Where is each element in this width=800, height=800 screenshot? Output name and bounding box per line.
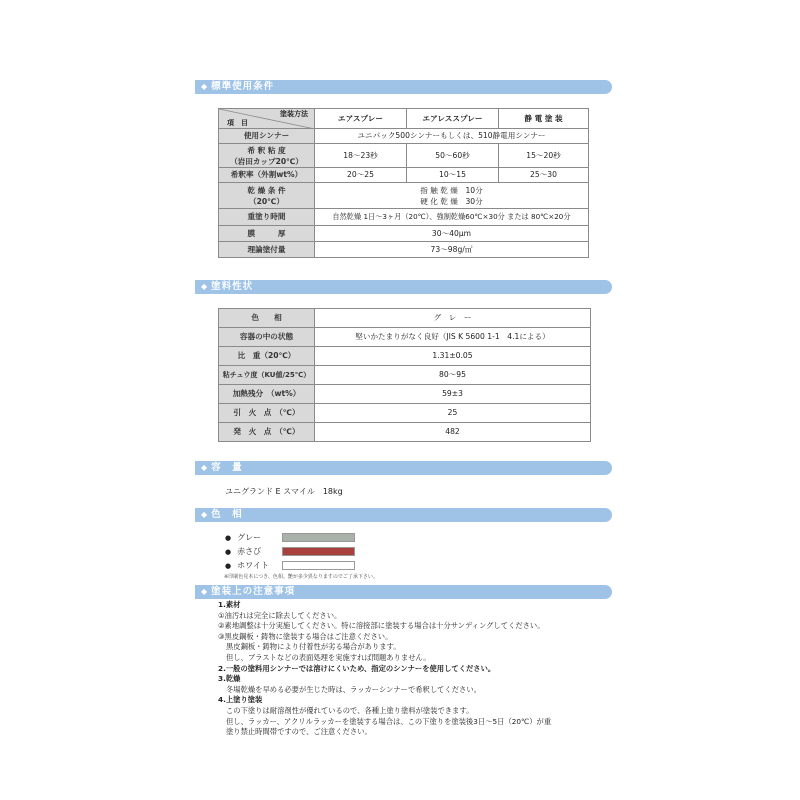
table-row (219, 183, 589, 209)
color-note: ※印刷色見本につき、色相、艶が多少異なりますのでご了承下さい。 (224, 574, 378, 580)
dilution-air: 20〜25 (315, 168, 407, 183)
standard-conditions-table (218, 108, 589, 258)
nonvolatile-value: 59±3 (315, 385, 591, 404)
dilution-electrostatic: 25〜30 (499, 168, 589, 183)
table-row (219, 168, 589, 183)
table-row (219, 129, 589, 144)
swatch-red-rust (282, 547, 355, 556)
swatch-white (282, 561, 355, 570)
bullet-icon: ● (225, 533, 232, 542)
note-line: 塗り禁止時間帯ですので、ご注意ください。 (226, 727, 372, 737)
container-state-value: 堅いかたまりがなく良好（JIS K 5600 1-1 4.1による） (315, 328, 591, 347)
viscosity-air: 18〜23秒 (315, 144, 407, 168)
row-label-film-thickness: 膜 厚 (219, 226, 315, 242)
note-line: 冬場乾燥を早める必要が生じた時は、ラッカーシンナーで希釈してください。 (226, 684, 481, 694)
note-line: 但し、ブラストなどの表面処理を実施すれば問題ありません。 (226, 652, 431, 662)
diamond-icon: ◆ (201, 463, 209, 472)
note-line: 4.上塗り塗装 (218, 695, 263, 705)
section-color-hue: ◆ 色 相 (195, 508, 612, 522)
note-line: 2.一般の塗料用シンナーでは溶けにくいため、指定のシンナーを使用してください。 (218, 663, 496, 673)
table-row (219, 209, 589, 226)
swatch-gray (282, 533, 355, 542)
color-row-red-rust: ● 赤さび (225, 547, 262, 556)
section-painting-notes: ◆ 塗装上の注意事項 (195, 585, 612, 599)
row-label-viscosity-ku: 粘チュウ度（KU値/25℃） (219, 366, 315, 385)
column-header-airless-spray: エアレススプレー (407, 109, 499, 129)
flash-point-value: 25 (315, 404, 591, 423)
note-line: ①油汚れは完全に除去してください。 (218, 610, 342, 620)
row-label-drying: 乾 燥 条 件 （20℃） (219, 183, 315, 209)
table-row (219, 385, 591, 404)
table-row (219, 366, 591, 385)
painting-notes-list (218, 600, 551, 738)
row-label-specific-gravity: 比 重（20℃） (219, 347, 315, 366)
row-label-flash-point: 引 火 点 （℃） (219, 404, 315, 423)
note-line: 但し、ラッカー、アクリルラッカーを塗装する場合は、この下塗りを塗装後3日〜5日（20℃）が重 (226, 716, 552, 726)
row-label-ignition-point: 発 火 点 （℃） (219, 423, 315, 442)
viscosity-airless: 50〜60秒 (407, 144, 499, 168)
viscosity-ku-value: 80〜95 (315, 366, 591, 385)
viscosity-electrostatic: 15〜20秒 (499, 144, 589, 168)
paint-properties-table (218, 308, 591, 442)
bullet-icon: ● (225, 547, 232, 556)
note-line: 1.素材 (218, 600, 241, 609)
row-label-viscosity: 希 釈 粘 度 （岩田カップ20℃） (219, 144, 315, 168)
film-thickness-value: 30〜40μm (315, 226, 589, 242)
row-label-hue: 色 相 (219, 309, 315, 328)
row-label-nonvolatile: 加熱残分 （wt%） (219, 385, 315, 404)
color-row-gray: ● グレー (225, 533, 262, 542)
column-header-electrostatic: 静 電 塗 装 (499, 109, 589, 129)
dilution-airless: 10〜15 (407, 168, 499, 183)
ignition-point-value: 482 (315, 423, 591, 442)
drying-value: 指 触 乾 燥 10分 硬 化 乾 燥 30分 (315, 183, 589, 209)
row-label-dilution: 希釈率（外割wt%） (219, 168, 315, 183)
row-label-container-state: 容器の中の状態 (219, 328, 315, 347)
row-label-thinner: 使用シンナー (219, 129, 315, 144)
note-line: ②素地調整は十分実施してください。特に溶接部に塗装する場合は十分サンディングしてください。 (218, 621, 545, 631)
table-row (219, 404, 591, 423)
section-paint-properties: ◆ 塗料性状 (195, 280, 612, 294)
note-line: 3.乾燥 (218, 674, 241, 684)
diamond-icon: ◆ (201, 82, 209, 91)
table-row (219, 347, 591, 366)
diamond-icon: ◆ (201, 587, 209, 596)
note-line: この下塗りは耐溶剤性が優れているので、各種上塗り塗料が塗装できます。 (226, 705, 474, 715)
diamond-icon: ◆ (201, 510, 209, 519)
table-row (219, 328, 591, 347)
table-corner-header: 塗装方法 項 目 (219, 109, 315, 129)
recoat-value: 自然乾燥 1日〜3ヶ月（20℃）、強制乾燥60℃×30分 または 80℃×20分 (315, 209, 589, 226)
row-label-recoat: 重塗り時間 (219, 209, 315, 226)
note-line: ③黒皮鋼板・鋳物に塗装する場合はご注意ください。 (218, 631, 393, 641)
row-label-coverage: 理論塗付量 (219, 242, 315, 258)
coverage-value: 73〜98g/㎡ (315, 242, 589, 258)
column-header-air-spray: エアスプレー (315, 109, 407, 129)
table-row (219, 423, 591, 442)
capacity-text: ユニグランド E スマイル 18kg (225, 487, 343, 496)
table-row (219, 242, 589, 258)
note-line: 黒皮鋼板・鋳物により付着性が劣る場合があります。 (226, 642, 401, 652)
section-capacity: ◆ 容 量 (195, 461, 612, 475)
table-row (219, 309, 591, 328)
color-row-white: ● ホワイト (225, 561, 269, 570)
diamond-icon: ◆ (201, 282, 209, 291)
table-row (219, 226, 589, 242)
hue-value: グ レ ー (315, 309, 591, 328)
section-standard-conditions: ◆ 標準使用条件 (195, 80, 612, 94)
table-row (219, 144, 589, 168)
thinner-value: ユニパック500シンナーもしくは、510静電用シンナー (315, 129, 589, 144)
specific-gravity-value: 1.31±0.05 (315, 347, 591, 366)
bullet-icon: ● (225, 561, 232, 570)
